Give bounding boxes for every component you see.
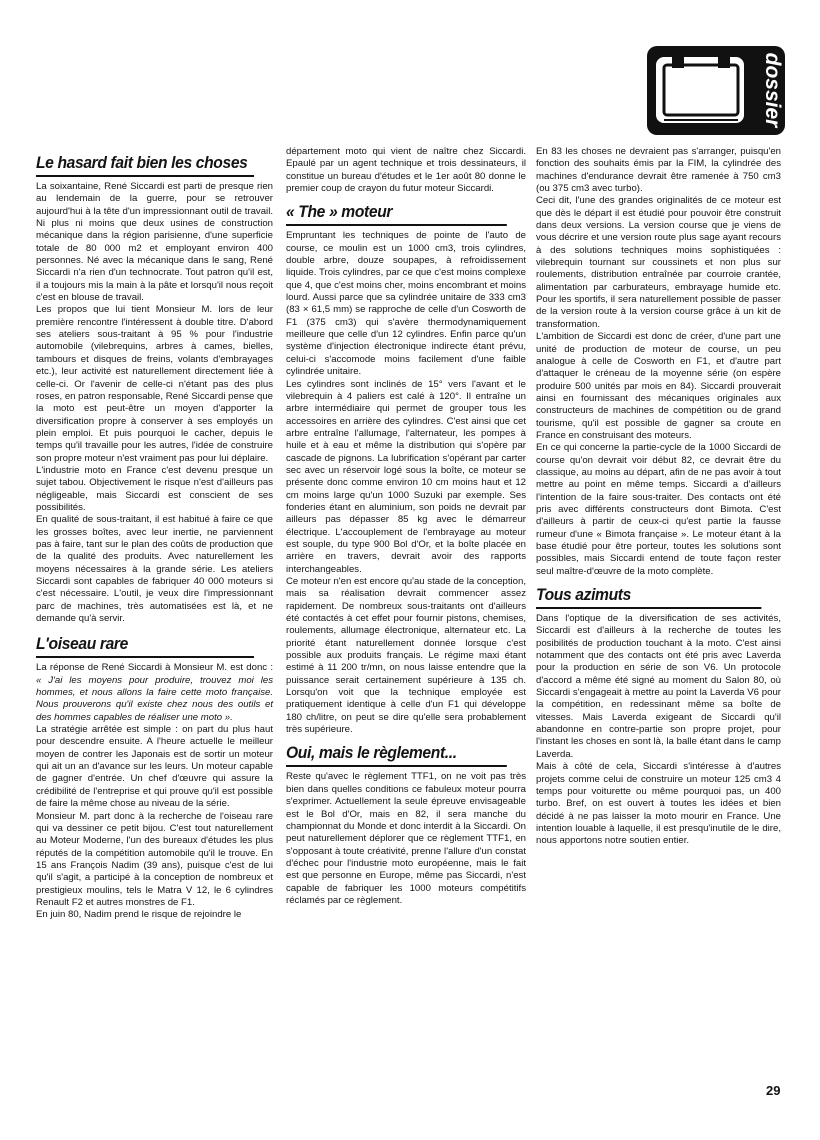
section-heading: « The » moteur [286, 199, 507, 226]
column-1 [36, 146, 273, 922]
dossier-logo [644, 43, 790, 138]
page-number: 29 [766, 1083, 781, 1098]
paragraph [36, 662, 273, 724]
paragraph-intro: La réponse de René Siccardi à Monsieur M. est donc : [36, 662, 273, 674]
section-heading: Oui, mais le règlement... [286, 740, 507, 767]
paragraph: Ce moteur n'en est encore qu'au stade de la conception, mais sa réalisation devrait commencer assez rapidement. De nombreux sous-traitants ont d'ailleurs été contactés à cet effet pour fournir pistons, chemises, roulements, allumage électronique, alternateur etc. La priorité étant naturellement donnée lorsque c'est possible aux produits français. Le régime maxi étant estimé à 11 200 tr/mn, on nous laisse entendre que la puissance serait certainement supérieure à 135 ch. Lorsqu'on voit que la technique employée est pratiquement identique à celle d'un F1 qui développe 180 ch/litre, on peut se dire qu'elle sera probablement très supérieure. [286, 576, 526, 736]
paragraph: Monsieur M. part donc à la recherche de l'oiseau rare qui va dessiner ce petit bijou. C'est tout naturellement au Moteur Moderne, l'un des bureaux d'études les plus réputés de la compétition automobile qu'il le trouve. En 15 ans François Nadim (39 ans), puisque c'est de lui qu'il s'agit, a participé à la conception de nombreux et prestigieux moulins, tels le Matra V 12, le 6 cylindres Renault F2 et autres monstres de F1. [36, 810, 273, 908]
paragraph: Ceci dit, l'une des grandes originalités de ce moteur est que dès le départ il est étudié pour pouvoir être construit dans deux versions. La version course que je viens de vous décrire et une version route plus sage ayant recours à des solutions techniques moins sophistiquées : vilebrequin tournant sur coussinets et non plus sur roulements, distribution entraînée par courroie crantée, alimentation par carburateurs, embrayage humide etc. Pour les sportifs, il sera naturellement possible de passer de la version route à la version course grâce à un kit de transformation. [536, 195, 781, 330]
column-3 [536, 146, 781, 848]
paragraph: L'ambition de Siccardi est donc de créer, d'une part une unité de production de moteur de course, un peu analogue à celle de Cosworth en F1, et d'autre part d'attaquer le créneau de la moyenne série (on espère produire 500 unités par mois en 84). Siccardi prouverait ainsi en fournissant des mécaniques originales aux constructeurs de machines de compétition ou de grand tourisme, qu'il est possible de gagner sa croute en France en construisant des moteurs. [536, 331, 781, 441]
quote: « J'ai les moyens pour produire, trouvez moi les hommes, et nous allons la faire cette moto française. Nous prouverons qu'il existe chez nous des outils et des hommes capables de réaliser une moto ». [36, 674, 273, 723]
paragraph: En ce qui concerne la partie-cycle de la 1000 Siccardi de course qu'on devrait voir début 82, ce devrait être du classique, au moins au départ, afin de ne pas avoir à tout mettre au point en même temps. Siccardi a d'ailleurs l'intention de la faire sous-traiter. Des contacts ont été pris avec différents constructeurs dont Bimota. C'est d'ailleurs à partir de ceux-ci qu'est partie la fausse rumeur d'une « Bimota française ». Le moteur étant à la base étudié pour être porteur, toutes les solutions sont possibles, mais Siccardi entend de toute façon rester seul maître-d'œuvre de la moto complète. [536, 442, 781, 577]
paragraph: Reste qu'avec le règlement TTF1, on ne voit pas très bien dans quelles conditions ce fabuleux moteur pourra s'exprimer. Actuellement la seule épreuve envisageable est le Bol d'Or, mais en 82, il sera manche du championnat du Monde et donc interdit à la Siccardi. On peut naturellement déplorer que ce règlement TTF1, en s'opposant à toute créativité, prenne l'allure d'un constat d'échec pour l'industrie moto européenne, mais le fait est que personne en Europe, même pas Siccardi, n'est capable de fabriquer les 1000 moteurs compétitifs réclamés par ce règlement. [286, 771, 526, 906]
paragraph: L'industrie moto en France c'est devenu presque un sujet tabou. Objectivement le risque n'est d'ailleurs pas négligeable, mais Siccardi est conscient de ses possibilités. [36, 464, 273, 513]
paragraph: Mais à côté de cela, Siccardi s'intéresse à d'autres projets comme celui de construire un moteur 125 cm3 4 temps pour voiturette ou même pourquoi pas, un 400 turbo. Bref, on est ouvert à toutes les idées et bien décidé à ne pas laisser la moto mourir en France. Une intention louable à laquelle, il est presqu'inutile de le dire, nous apportons notre soutien entier. [536, 761, 781, 847]
paragraph: département moto qui vient de naître chez Siccardi. Epaulé par un agent technique et trois dessinateurs, il constitue un bureau d'études et le 1er août 80 donne le premier coup de crayon du futur moteur Siccardi. [286, 146, 526, 195]
paragraph: Empruntant les techniques de pointe de l'auto de course, ce moulin est un 1000 cm3, trois cylindres, double arbre, douze soupapes, à refroidissement liquide. Trois cylindres, par ce que c'est moins complexe que 4, que c'est moins cher, moins encombrant et moins lourd. Aussi parce que sa cylindrée unitaire de 333 cm3 (83 × 61,5 mm) se rapproche de celle d'un Cosworth de F1 (375 cm3) qui s'avère thermodynamiquement meilleure que celle d'un 12 cylindres. Enfin parce qu'un système d'injection électronique indirecte étant prévu, celui-ci s'accomode moins facilement d'une faible cylindrée unitaire. [286, 230, 526, 378]
paragraph: En 83 les choses ne devraient pas s'arranger, puisqu'en fonction des souhaits émis par la FIM, la cylindrée des machines d'endurance devrait être ramenée à 750 cm3 (ou 375 cm3 avec turbo). [536, 146, 781, 195]
section-heading: Tous azimuts [536, 582, 761, 609]
paragraph: En juin 80, Nadim prend le risque de rejoindre le [36, 909, 242, 921]
paragraph: La soixantaine, René Siccardi est parti de presque rien au lendemain de la guerre, pour se retrouver aujourd'hui à la tête d'un impressionnant outil de travail. Ni plus ni moins que deux usines de construction mécanique dans la région parisienne, d'une superficie totale de 80 000 m2 et employant environ 400 personnes. Né avec la mécanique dans le sang, René Siccardi n'a rien d'un technocrate. Tout patron qu'il est, il a toujours mis la main à la pâte et lorsqu'il nous reçoit c'est en blouse de travail. [36, 181, 273, 304]
paragraph: Les cylindres sont inclinés de 15° vers l'avant et le vilebrequin à 4 paliers est calé à 120°. Il entraîne un arbre intermédiaire qui permet de grouper tous les accessoires en arrière des cylindres. C'est ainsi que cet arbre entraîne l'allumage, l'alternateur, les pompes à huile et à eau et même la distribution qui s'opère par cascade de pignons. La lubrification s'opérant par carter sec avec un réservoir logé sous la boîte, ce moteur se présente donc comme environ 10 cm moins haut et 12 cm moins large qu'un 1000 Suzuki par exemple. Ses fonderies étant en aluminium, son poids ne devrait par ailleurs pas dépasser 85 kg avec le démarreur électrique. L'accouplement de l'embrayage au moteur est souple, du type 900 Bol d'Or, et la boîte placée en arrière en travers, devrait avoir des rapports interchangeables. [286, 378, 526, 575]
paragraph: Dans l'optique de la diversification de ses activités, Siccardi est d'ailleurs à la recherche de toutes les posibilités de production touchant à la moto. C'est ainsi notamment que des contacts ont été pris avec Laverda pour la production en série de son V6. Un protocole d'accord a même été signé au moment du Salon 80, où Siccardi s'engageait à mettre au point la Laverda V6 pour la compétition, en redessinant même sa boîte de vitesses. Mais Laverda exigeant de Siccardi qu'il abandonne en contre-partie son propre projet, pour l'instant les choses en sont là, la balle étant dans le camp Laverda. [536, 613, 781, 760]
logo-text: dossier [761, 52, 784, 128]
paragraph: La stratégie arrêtée est simple : on part du plus haut pour descendre ensuite. A l'heure actuelle le meilleur moyen de contrer les Japonais est de sortir un moteur qui ait un an d'avance sur les leurs. Un moteur capable de gagner d'entrée. Un chef d'œuvre qui assure la crédibilité de l'entreprise et qui prouve qu'il est possible de faire la même chose au niveau de la série. [36, 724, 273, 810]
column-2 [286, 146, 526, 907]
section-heading: Le hasard fait bien les choses [36, 150, 254, 177]
paragraph: En qualité de sous-traitant, il est habitué à faire ce que les grosses boîtes, avec leur inertie, ne parviennent pas à faire, tant sur le plan des coûts de production que de la qualité des produits. Avec naturellement les moyens nécessaires à la grande série. Les ateliers Siccardi sont capables de fabriquer 40 000 moteurs si c'est nécessaire. L'outil, je veux dire l'impressionnant parc de machines, très automatisées est là, et ne demande qu'à servir. [36, 514, 273, 625]
paragraph: Les propos que lui tient Monsieur M. lors de leur première rencontre l'intéressent à double titre. D'abord ses ateliers sous-traitant à 95 % pour l'industrie automobile (vilebrequins, arbres à cames, bielles, tambours et disques de freins, volants d'embrayages etc.), leur activité est naturellement directement liée à celle-ci. Or l'avenir de celle-ci n'étant pas des plus roses, en patron responsable, René Siccardi pense que la moto est peut-être un moyen d'apporter la diversification propre à conserver à ses employés un plein emploi. Et puis pourquoi le cacher, depuis le temps qu'il travaille pour les autres, l'idée de construire son propre moteur n'est vraiment pas pour lui déplaire. [36, 304, 273, 464]
section-heading: L'oiseau rare [36, 631, 254, 658]
